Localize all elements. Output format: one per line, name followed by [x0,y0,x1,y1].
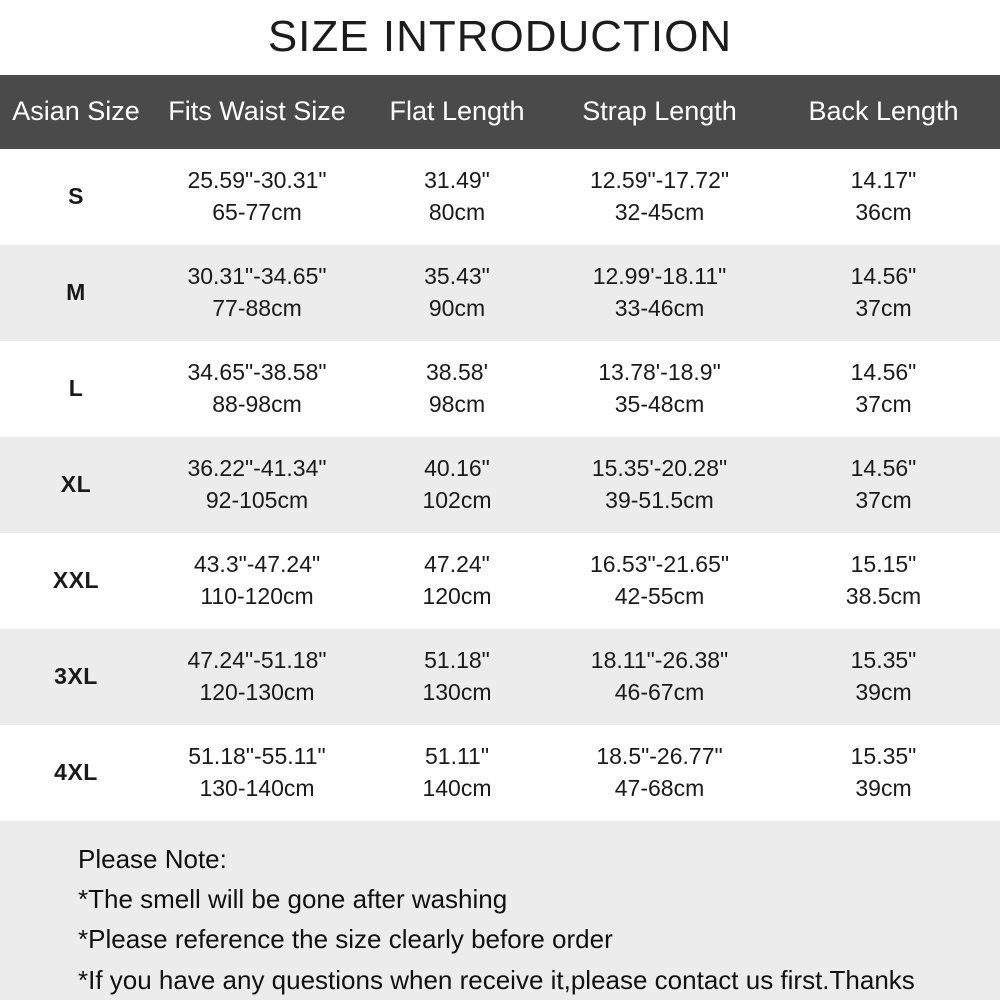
value-inches: 15.35" [850,647,917,674]
column-header-asian-size: Asian Size [0,75,152,149]
value-inches: 14.17" [850,167,917,194]
table-row [0,437,1000,533]
cell-back-length [767,533,1000,629]
cell-flat-length [362,725,552,821]
value-inches: 15.35'-20.28" [591,455,728,482]
cell-size: XXL [0,533,152,629]
value-inches: 18.5"-26.77" [596,743,723,770]
cell-fits-waist-size [152,437,362,533]
value-cm: 88-98cm [212,390,302,417]
value-inches: 47.24"-51.18" [187,647,327,674]
value-cm: 98cm [428,390,486,417]
value-cm: 37cm [855,390,912,417]
column-header-back-length: Back Length [767,75,1000,149]
table-header-row [0,75,1000,149]
cell-back-length [767,245,1000,341]
column-header-fits-waist-size: Fits Waist Size [152,75,362,149]
value-cm: 110-120cm [200,582,314,609]
cell-back-length [767,629,1000,725]
value-cm: 39cm [855,774,912,801]
value-cm: 39-51.5cm [605,486,714,513]
cell-fits-waist-size [152,245,362,341]
cell-back-length [767,437,1000,533]
value-cm: 33-46cm [614,294,705,321]
value-inches: 14.56" [850,455,917,482]
value-inches: 18.11"-26.38" [590,647,729,674]
cell-back-length [767,341,1000,437]
value-cm: 37cm [855,294,912,321]
value-cm: 102cm [422,486,492,513]
value-inches: 12.99'-18.11" [592,263,727,290]
cell-strap-length [552,437,767,533]
value-inches: 51.11" [424,743,489,770]
cell-strap-length [552,341,767,437]
note-item: *The smell will be gone after washing [78,884,508,915]
cell-size: 3XL [0,629,152,725]
value-cm: 80cm [428,198,486,225]
value-inches: 40.16" [424,455,490,482]
value-inches: 13.78'-18.9" [598,359,721,386]
value-inches: 34.65"-38.58" [187,359,327,386]
value-cm: 65-77cm [212,198,302,225]
value-inches: 12.59"-17.72" [589,167,730,194]
cell-size: L [0,341,152,437]
table-header [0,75,1000,149]
cell-back-length [767,149,1000,245]
cell-fits-waist-size [152,341,362,437]
column-header-strap-length: Strap Length [552,75,767,149]
table-row [0,533,1000,629]
value-inches: 31.49" [424,167,490,194]
value-inches: 15.15" [850,551,917,578]
table-row [0,629,1000,725]
value-cm: 120-130cm [199,678,315,705]
cell-strap-length [552,629,767,725]
value-cm: 90cm [428,294,486,321]
value-inches: 51.18"-55.11" [188,743,326,770]
cell-flat-length [362,437,552,533]
value-cm: 38.5cm [845,582,922,609]
value-cm: 46-67cm [614,678,705,705]
value-cm: 42-55cm [614,582,705,609]
cell-size: 4XL [0,725,152,821]
value-inches: 15.35" [850,743,917,770]
cell-size: M [0,245,152,341]
value-cm: 35-48cm [614,390,705,417]
cell-strap-length [552,533,767,629]
cell-flat-length [362,533,552,629]
value-cm: 32-45cm [614,198,705,225]
size-table [0,75,1000,821]
value-inches: 30.31"-34.65" [187,263,327,290]
cell-fits-waist-size [152,629,362,725]
value-inches: 51.18" [424,647,490,674]
cell-fits-waist-size [152,149,362,245]
value-inches: 47.24" [424,551,490,578]
cell-fits-waist-size [152,533,362,629]
value-inches: 14.56" [850,359,917,386]
value-cm: 47-68cm [614,774,705,801]
note-item: *Please reference the size clearly before order [78,924,613,955]
page-title-bar [0,0,1000,75]
value-inches: 43.3"-47.24" [193,551,321,578]
value-cm: 140cm [422,774,492,801]
value-inches: 16.53"-21.65" [589,551,730,578]
table-body [0,149,1000,821]
cell-strap-length [552,245,767,341]
column-header-flat-length: Flat Length [362,75,552,149]
notes-section [0,821,1000,1000]
cell-flat-length [362,341,552,437]
value-cm: 130cm [422,678,492,705]
table-row [0,341,1000,437]
value-cm: 92-105cm [205,486,309,513]
cell-flat-length [362,629,552,725]
value-cm: 37cm [855,486,912,513]
cell-flat-length [362,245,552,341]
cell-strap-length [552,149,767,245]
value-cm: 39cm [855,678,912,705]
value-cm: 77-88cm [212,294,302,321]
value-cm: 130-140cm [199,774,315,801]
value-inches: 38.58' [426,359,488,386]
value-cm: 36cm [855,198,912,225]
value-inches: 36.22"-41.34" [187,455,327,482]
cell-flat-length [362,149,552,245]
cell-size: S [0,149,152,245]
value-inches: 35.43" [424,263,490,290]
value-inches: 14.56" [850,263,917,290]
table-row [0,245,1000,341]
table-row [0,725,1000,821]
cell-strap-length [552,725,767,821]
cell-back-length [767,725,1000,821]
value-inches: 25.59"-30.31" [187,167,327,194]
table-row [0,149,1000,245]
cell-fits-waist-size [152,725,362,821]
notes-heading: Please Note: [78,843,227,874]
cell-size: XL [0,437,152,533]
page-title: SIZE INTRODUCTION [267,12,733,62]
value-cm: 120cm [422,582,492,609]
note-item: *If you have any questions when receive it,please contact us first.Thanks [78,964,915,995]
